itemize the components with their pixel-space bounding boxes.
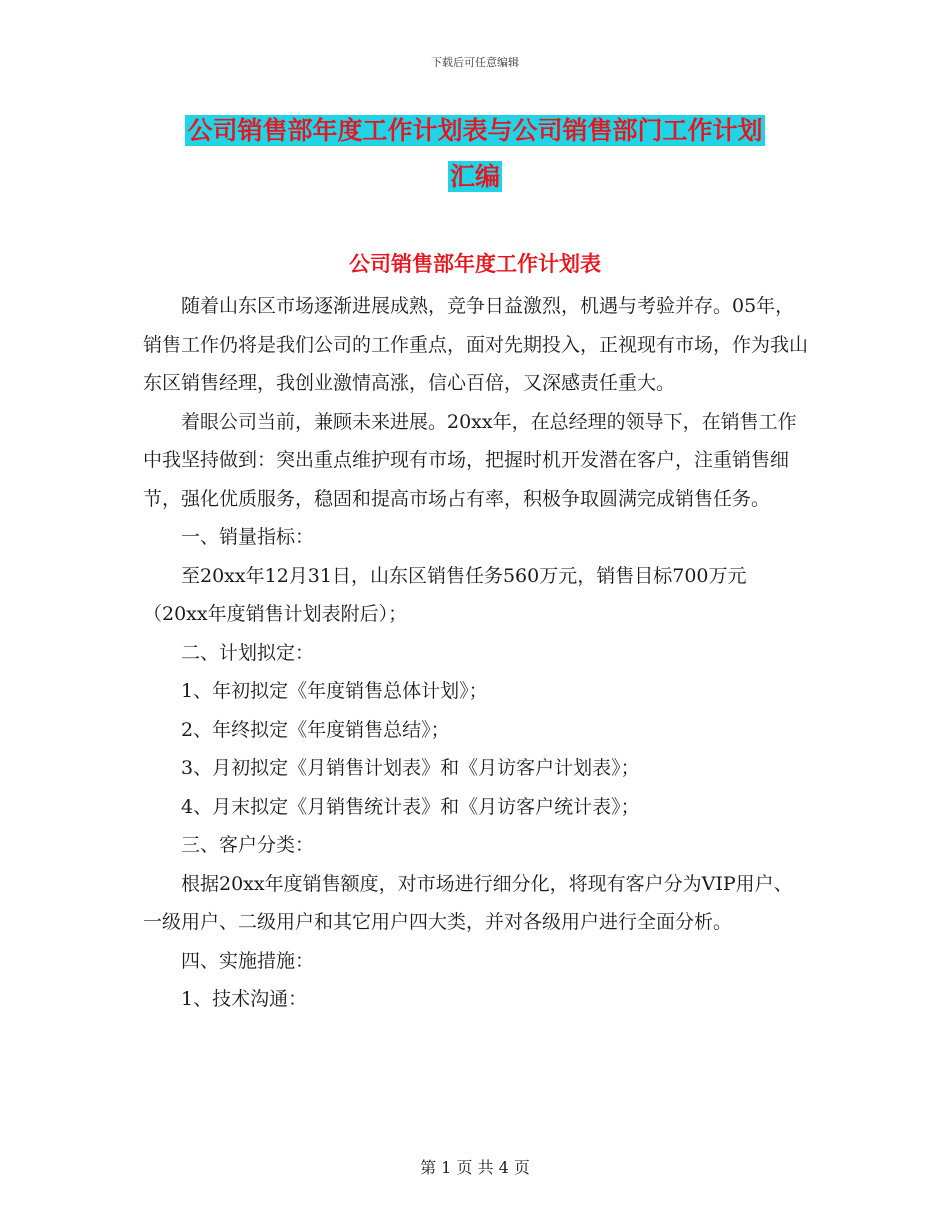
- document-title-line-2: 汇编: [449, 162, 500, 191]
- heading-sales-target: 一、销量指标：: [181, 526, 315, 548]
- list-item: 3、月初拟定《月销售计划表》和《月访客户计划表》；: [181, 757, 640, 779]
- paragraph-intro: 随着山东区市场逐渐进展成熟，竞争日益激烈，机遇与考验并存。05年，销售工作仍将是我们公司的工作重点，面对先期投入，正视现有市场，作为我山东区销售经理，我创业激情高涨，信心百倍，又深感责任重大。: [143, 295, 809, 394]
- section-title: 公司销售部年度工作计划表: [349, 252, 601, 276]
- paragraph-customer-class: 根据20xx年度销售额度，对市场进行细分化，将现有客户分为VIP用户、一级用户、二级用户和其它用户四大类，并对各级用户进行全面分析。: [143, 872, 793, 933]
- header-note: 下载后可任意编辑: [431, 56, 519, 69]
- paragraph-focus: 着眼公司当前，兼顾未来进展。20xx年，在总经理的领导下，在销售工作中我坚持做到：突出重点维护现有市场，把握时机开发潜在客户，注重销售细节，强化优质服务，稳固和提高市场占有率，积极争取圆满完成销售任务。: [143, 410, 797, 510]
- heading-plan: 二、计划拟定：: [181, 641, 315, 664]
- document-title: [140, 108, 810, 200]
- paragraph-sales-target: 至20xx年12月31日，山东区销售任务560万元，销售目标700万元（20xx年度销售计划表附后）；: [143, 564, 747, 625]
- heading-customer-class: 三、客户分类：: [181, 834, 315, 856]
- page-footer: 第 1 页 共 4 页: [420, 1158, 530, 1177]
- list-item: 1、技术沟通：: [181, 988, 308, 1010]
- list-item: 1、年初拟定《年度销售总体计划》；: [181, 680, 488, 702]
- document-body: [143, 287, 808, 1019]
- list-item: 2、年终拟定《年度销售总结》；: [181, 718, 450, 741]
- list-item: 4、月末拟定《月销售统计表》和《月访客户统计表》；: [181, 795, 640, 818]
- document-title-line-1: 公司销售部年度工作计划表与公司销售部门工作计划: [187, 116, 763, 145]
- heading-measures: 四、实施措施：: [181, 949, 315, 972]
